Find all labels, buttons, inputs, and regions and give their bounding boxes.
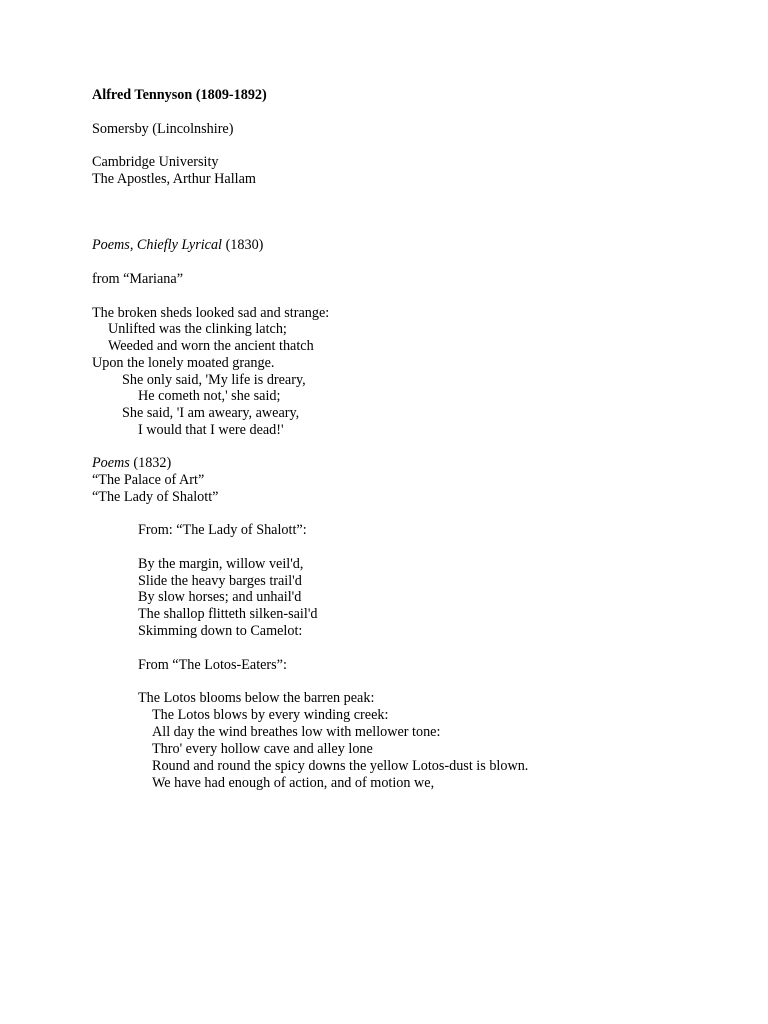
lotos-heading: From “The Lotos-Eaters”:: [138, 657, 287, 673]
mariana-heading: from “Mariana”: [92, 271, 183, 287]
collection-heading-1832: [92, 455, 171, 472]
lotos-line: We have had enough of action, and of motion we,: [152, 775, 435, 791]
mariana-line: I would that I were dead!': [138, 422, 284, 438]
lotos-line: Thro' every hollow cave and alley lone: [152, 741, 373, 757]
shalott-line: By the margin, willow veil'd,: [138, 556, 304, 572]
mariana-line: The broken sheds looked sad and strange:: [92, 305, 330, 321]
shalott-line: Skimming down to Camelot:: [138, 623, 303, 639]
shalott-heading: From: “The Lady of Shalott”:: [138, 522, 307, 538]
mariana-line: Weeded and worn the ancient thatch: [108, 338, 314, 354]
associations-text: The Apostles, Arthur Hallam: [92, 171, 256, 187]
work-title: “The Lady of Shalott”: [92, 489, 219, 505]
collection-title-1832: Poems: [92, 455, 130, 471]
mariana-line: She only said, 'My life is dreary,: [122, 372, 306, 388]
lotos-line: The Lotos blows by every winding creek:: [152, 707, 389, 723]
collection-title-1830: Poems, Chiefly Lyrical: [92, 237, 223, 253]
collection-heading-1830: [92, 237, 263, 254]
education-text: Cambridge University: [92, 154, 219, 170]
shalott-line: By slow horses; and unhail'd: [138, 589, 302, 605]
mariana-line: Upon the lonely moated grange.: [92, 355, 275, 371]
collection-year-1830: (1830): [222, 237, 264, 253]
lotos-line: The Lotos blooms below the barren peak:: [138, 690, 375, 706]
lotos-line: All day the wind breathes low with mellower tone:: [152, 724, 441, 740]
mariana-line: Unlifted was the clinking latch;: [108, 321, 287, 337]
birthplace-text: Somersby (Lincolnshire): [92, 121, 234, 137]
shalott-line: Slide the heavy barges trail'd: [138, 573, 302, 589]
lotos-line: Round and round the spicy downs the yellow Lotos-dust is blown.: [152, 758, 529, 774]
collection-year-1832: (1832): [129, 455, 172, 471]
author-heading: Alfred Tennyson (1809-1892): [92, 87, 267, 103]
shalott-line: The shallop flitteth silken-sail'd: [138, 606, 318, 622]
work-title: “The Palace of Art”: [92, 472, 205, 488]
mariana-line: He cometh not,' she said;: [138, 388, 281, 404]
mariana-line: She said, 'I am aweary, aweary,: [122, 405, 300, 421]
